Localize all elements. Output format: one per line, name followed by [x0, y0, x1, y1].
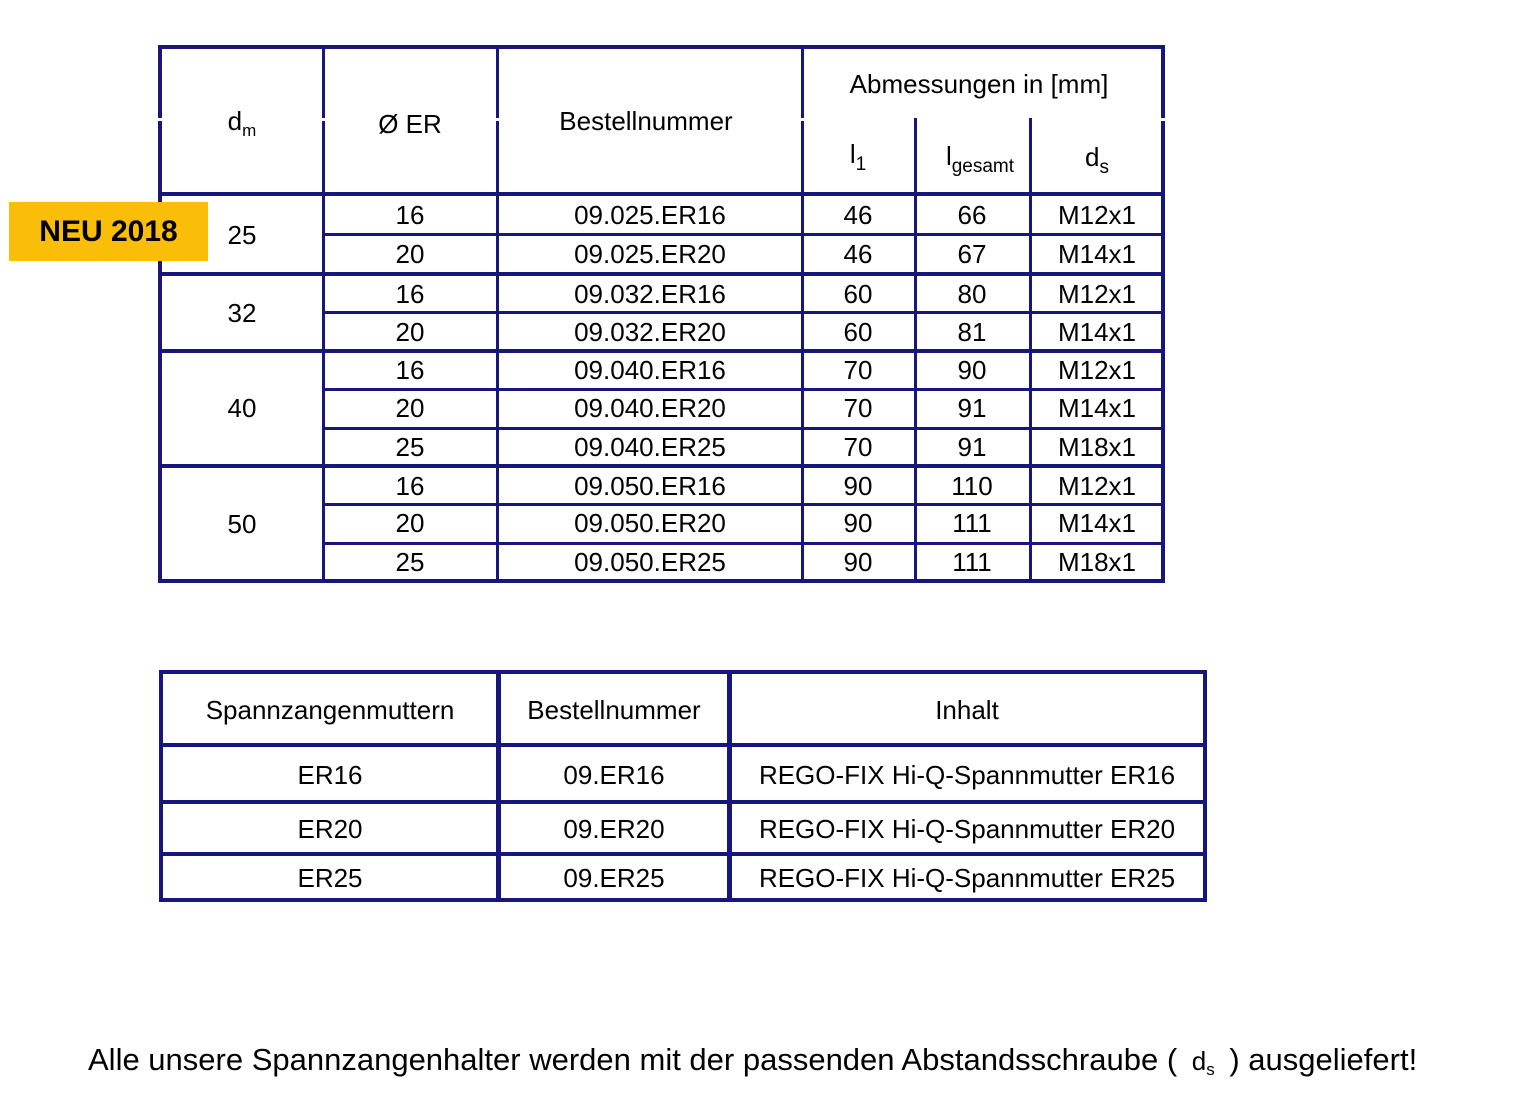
cell-l1: 46 [843, 239, 873, 269]
cell-lgesamt: 111 [952, 508, 992, 538]
header-dm-main: d [227, 106, 243, 136]
footer-ds-main: d [1191, 1046, 1207, 1076]
header-abmessungen: Abmessungen in [mm] [849, 69, 1109, 99]
cell-lgesamt: 80 [957, 279, 987, 309]
row-separator [322, 388, 1165, 391]
column-line [496, 670, 501, 902]
cell-ds: M14x1 [1057, 239, 1137, 269]
cell-l1: 90 [843, 508, 873, 538]
cell-bestellnummer: 09.025.ER20 [574, 239, 726, 269]
header-ds-sub: s [1099, 157, 1109, 178]
header-gap [495, 118, 500, 121]
cell-l1: 70 [843, 393, 873, 423]
header-dm [227, 106, 257, 140]
cell-mutter: ER20 [297, 814, 363, 844]
header-gap [157, 118, 164, 121]
cell-bestellnummer: 09.025.ER16 [574, 200, 726, 230]
cell-inhalt: REGO-FIX Hi-Q-Spannmutter ER25 [758, 863, 1176, 893]
cell-l1: 70 [843, 432, 873, 462]
cell-lgesamt: 110 [951, 471, 993, 501]
header-l1-sub: 1 [855, 154, 867, 175]
header-inhalt: Inhalt [935, 695, 999, 725]
cell-lgesamt: 90 [957, 355, 987, 385]
cell-er: 20 [395, 508, 425, 538]
header-ds [1085, 142, 1109, 178]
cell-er: 20 [395, 317, 425, 347]
cell-inhalt: REGO-FIX Hi-Q-Spannmutter ER16 [758, 760, 1176, 790]
footer-note [88, 1042, 1417, 1080]
group-separator [158, 349, 1165, 353]
cell-ds: M12x1 [1057, 200, 1137, 230]
cell-ds: M12x1 [1057, 355, 1137, 385]
cell-bestellnummer: 09.ER25 [563, 863, 665, 893]
cell-bestellnummer: 09.050.ER25 [574, 547, 726, 577]
header-separator [158, 192, 1165, 196]
header-gap [321, 118, 326, 121]
table-border-left [158, 45, 162, 583]
cell-lgesamt: 91 [957, 393, 987, 423]
table-border-top [159, 670, 1207, 674]
cell-bestellnummer: 09.050.ER16 [574, 471, 726, 501]
header-lgesamt-main: l [945, 141, 952, 171]
table-border-bottom [159, 898, 1207, 902]
cell-bestellnummer: 09.ER16 [563, 760, 665, 790]
footer-text-after: ) ausgeliefert! [1229, 1042, 1418, 1077]
cell-lgesamt: 91 [957, 432, 987, 462]
cell-er: 16 [395, 355, 425, 385]
header-lgesamt-sub: gesamt [951, 156, 1015, 177]
cell-bestellnummer: 09.040.ER25 [574, 432, 726, 462]
header-l1 [849, 139, 867, 175]
header-spannzangenmuttern: Spannzangenmuttern [205, 695, 455, 725]
row-separator [159, 800, 1207, 804]
table-border-right [1203, 670, 1207, 902]
table-border-top [158, 45, 1165, 49]
row-separator [322, 233, 1165, 236]
cell-l1: 60 [843, 279, 873, 309]
group-dm-cell: 32 [227, 298, 257, 328]
group-separator [158, 272, 1165, 276]
cell-er: 16 [395, 279, 425, 309]
row-separator [322, 503, 1165, 506]
cell-ds: M18x1 [1057, 547, 1137, 577]
cell-bestellnummer: 09.032.ER16 [574, 279, 726, 309]
cell-er: 25 [395, 547, 425, 577]
footer-text-before: Alle unsere Spannzangenhalter werden mit der passenden Abstandsschraube ( [88, 1042, 1178, 1077]
cell-lgesamt: 81 [957, 317, 987, 347]
cell-bestellnummer: 09.ER20 [563, 814, 665, 844]
cell-bestellnummer: 09.040.ER20 [574, 393, 726, 423]
row-separator [322, 311, 1165, 314]
cell-l1: 46 [843, 200, 873, 230]
cell-mutter: ER25 [297, 863, 363, 893]
cell-mutter: ER16 [297, 760, 363, 790]
column-line [727, 670, 732, 902]
header-bestellnummer: Bestellnummer [527, 695, 701, 725]
row-separator [322, 427, 1165, 430]
table-border-left [159, 670, 163, 902]
cell-l1: 70 [843, 355, 873, 385]
cell-lgesamt: 111 [952, 547, 992, 577]
row-separator [322, 542, 1165, 545]
cell-er: 16 [395, 200, 425, 230]
header-er: Ø ER [378, 109, 442, 139]
row-separator [159, 743, 1207, 747]
header-dm-sub: m [242, 121, 257, 140]
header-bestellnummer: Bestellnummer [559, 106, 733, 136]
cell-bestellnummer: 09.050.ER20 [574, 508, 726, 538]
cell-er: 20 [395, 393, 425, 423]
cell-ds: M18x1 [1057, 432, 1137, 462]
header-gap [800, 118, 805, 121]
header-gap [1160, 118, 1167, 121]
cell-lgesamt: 67 [957, 239, 987, 269]
cell-inhalt: REGO-FIX Hi-Q-Spannmutter ER20 [758, 814, 1176, 844]
table-border-bottom [158, 579, 1165, 583]
header-l1-main: l [849, 139, 856, 169]
cell-ds: M14x1 [1057, 393, 1137, 423]
cell-ds: M12x1 [1057, 279, 1137, 309]
group-dm-cell: 50 [227, 509, 257, 539]
footer-ds-sub: s [1206, 1060, 1215, 1079]
group-dm-cell: 40 [227, 393, 257, 423]
header-lgesamt [945, 141, 1015, 177]
header-ds-main: d [1085, 142, 1100, 172]
cell-l1: 90 [843, 471, 873, 501]
row-separator [159, 852, 1207, 856]
cell-ds: M14x1 [1057, 317, 1137, 347]
cell-bestellnummer: 09.040.ER16 [574, 355, 726, 385]
cell-l1: 90 [843, 547, 873, 577]
cell-lgesamt: 66 [957, 200, 987, 230]
cell-ds: M14x1 [1057, 508, 1137, 538]
group-dm-cell: 25 [227, 220, 257, 250]
group-separator [158, 464, 1165, 468]
cell-bestellnummer: 09.032.ER20 [574, 317, 726, 347]
footer-ds [1191, 1046, 1215, 1079]
cell-ds: M12x1 [1057, 471, 1137, 501]
cell-er: 16 [395, 471, 425, 501]
new-2018-badge: NEU 2018 [9, 202, 208, 261]
cell-l1: 60 [843, 317, 873, 347]
cell-er: 25 [395, 432, 425, 462]
cell-er: 20 [395, 239, 425, 269]
